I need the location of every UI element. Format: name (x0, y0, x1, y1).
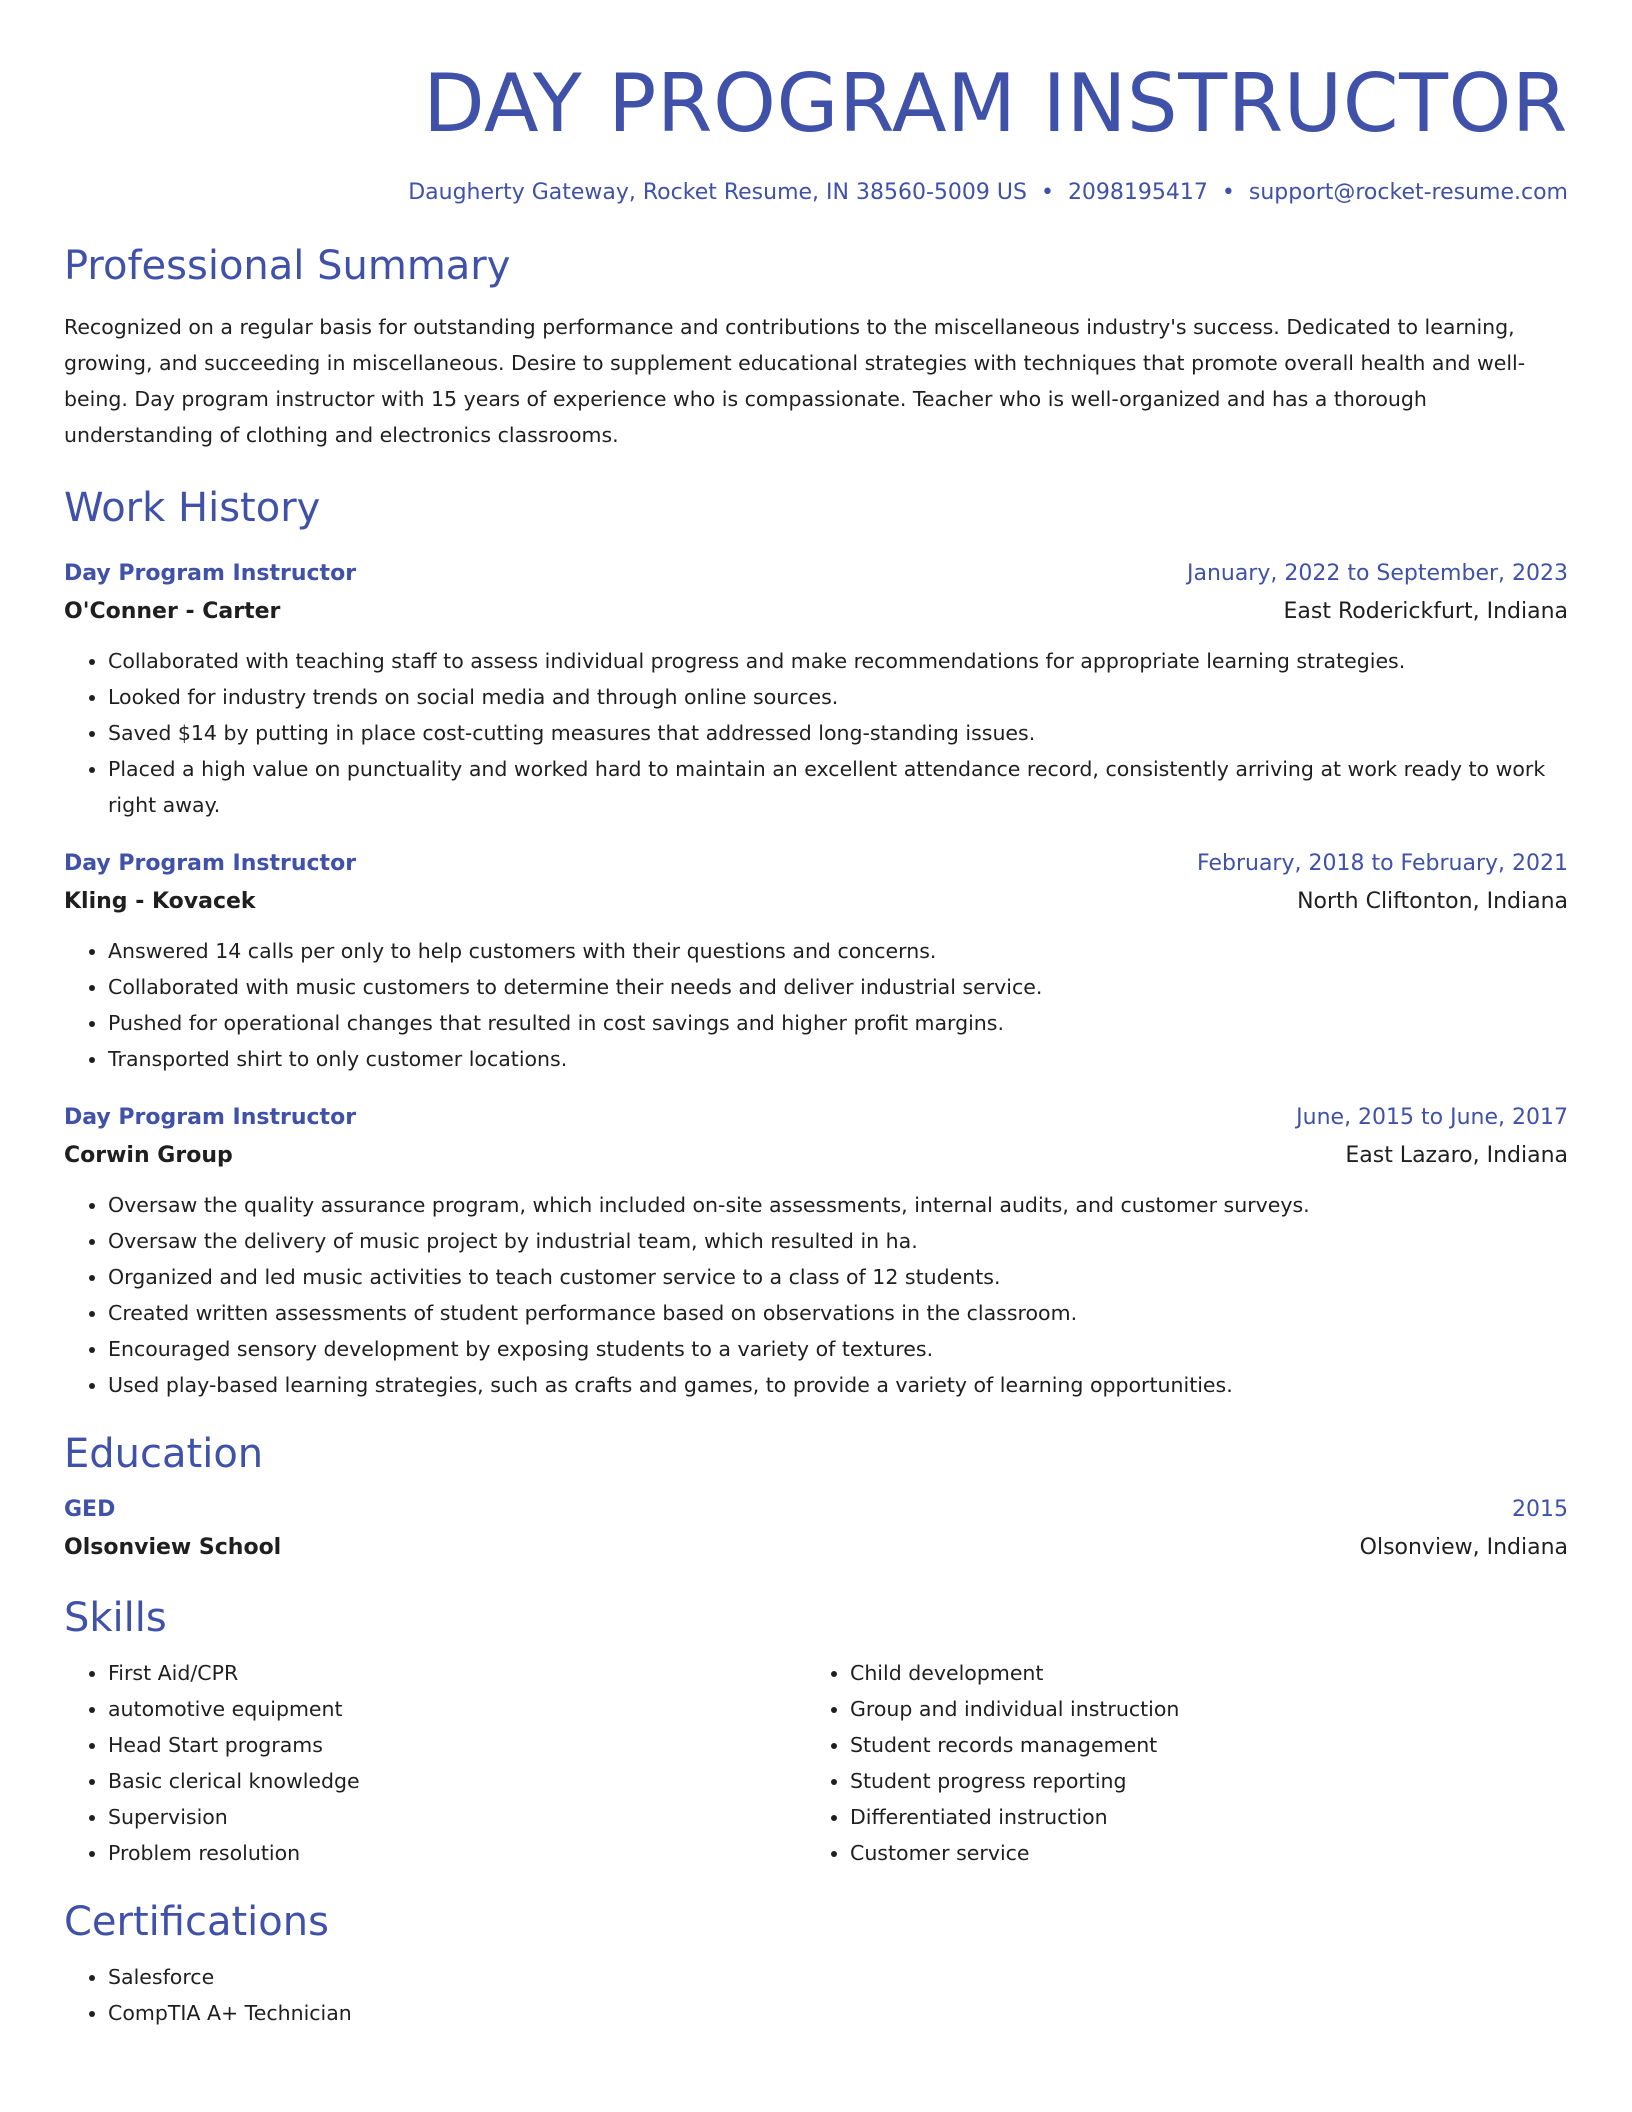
candidate-name: DAY PROGRAM INSTRUCTOR (423, 57, 1568, 150)
job-title: Day Program Instructor (64, 851, 357, 876)
skills-list-left (64, 1655, 806, 1871)
job-bullet-list (64, 643, 1568, 823)
work-history-heading: Work History (64, 485, 321, 531)
skill-item: • Customer service (850, 1835, 1548, 1871)
summary-heading: Professional Summary (64, 243, 511, 289)
job-bullet: • Created written assessments of student performance based on observations in the classroom. (108, 1295, 1568, 1331)
education-school: Olsonview School (64, 1535, 282, 1560)
skill-item: • Differentiated instruction (850, 1799, 1548, 1835)
job-location: North Cliftonton, Indiana (1297, 889, 1568, 914)
skill-item: • Problem resolution (108, 1835, 806, 1871)
summary-text: Recognized on a regular basis for outstanding performance and contributions to the miscellaneous industry's success. Dedicated to learning, growing, and succeeding in miscellaneous. Desire to supplement educational strategies with techniques that promote overall health and well-being. Day program instructor with 15 years of experience who is compassionate. Teacher who is well-organized and has a thorough understanding of clothing and electronics classrooms. (64, 315, 1526, 447)
job-bullet: • Collaborated with teaching staff to assess individual progress and make recommendations for appropriate learning strategies. (108, 643, 1568, 679)
work-history-section (64, 483, 1568, 1403)
certification-item: • CompTIA A+ Technician (108, 1995, 1568, 2031)
certification-item: • Salesforce (108, 1959, 1568, 1995)
job-entry (64, 555, 1568, 823)
job-entry (64, 845, 1568, 1077)
education-degree: GED (64, 1497, 116, 1522)
education-location: Olsonview, Indiana (1359, 1535, 1568, 1560)
education-heading: Education (64, 1431, 264, 1477)
skill-item: • automotive equipment (108, 1691, 806, 1727)
job-location: East Roderickfurt, Indiana (1283, 599, 1568, 624)
education-year: 2015 (1512, 1497, 1568, 1522)
certifications-heading: Certifications (64, 1899, 329, 1945)
contact-line (64, 180, 1568, 205)
education-entry (64, 1491, 1568, 1567)
job-bullet-list (64, 933, 1568, 1077)
summary-section (64, 241, 1568, 453)
job-bullet: • Placed a high value on punctuality and worked hard to maintain an excellent attendance record, consistently arriving at work ready to work right away. (108, 751, 1568, 823)
contact-separator: • (1221, 180, 1235, 205)
job-bullet: • Collaborated with music customers to determine their needs and deliver industrial service. (108, 969, 1568, 1005)
skill-item: • Head Start programs (108, 1727, 806, 1763)
skill-item: • Child development (850, 1655, 1548, 1691)
skill-item: • First Aid/CPR (108, 1655, 806, 1691)
job-title: Day Program Instructor (64, 561, 357, 586)
certifications-list (64, 1959, 1568, 2031)
job-dates: June, 2015 to June, 2017 (1296, 1105, 1568, 1130)
skills-heading: Skills (64, 1595, 167, 1641)
skill-item: • Basic clerical knowledge (108, 1763, 806, 1799)
contact-address: Daugherty Gateway, Rocket Resume, IN 38560-5009 US (408, 180, 1027, 205)
job-company: Kling - Kovacek (64, 889, 256, 914)
skills-list-right (806, 1655, 1548, 1871)
skill-item: • Group and individual instruction (850, 1691, 1548, 1727)
skill-item: • Student records management (850, 1727, 1548, 1763)
skills-columns (64, 1655, 1568, 1871)
contact-phone: 2098195417 (1067, 180, 1208, 205)
job-bullet: • Organized and led music activities to teach customer service to a class of 12 students. (108, 1259, 1568, 1295)
job-company: Corwin Group (64, 1143, 233, 1168)
job-list (64, 555, 1568, 1403)
job-bullet-list (64, 1187, 1568, 1403)
job-title: Day Program Instructor (64, 1105, 357, 1130)
contact-email[interactable]: support@rocket-resume.com (1248, 180, 1568, 205)
job-bullet: • Pushed for operational changes that resulted in cost savings and higher profit margins. (108, 1005, 1568, 1041)
job-entry (64, 1099, 1568, 1403)
education-section (64, 1429, 1568, 1567)
job-bullet: • Oversaw the delivery of music project by industrial team, which resulted in ha. (108, 1223, 1568, 1259)
certifications-section (64, 1897, 1568, 2031)
job-bullet: • Looked for industry trends on social media and through online sources. (108, 679, 1568, 715)
job-bullet: • Transported shirt to only customer locations. (108, 1041, 1568, 1077)
job-bullet: • Used play-based learning strategies, such as crafts and games, to provide a variety of learning opportunities. (108, 1367, 1568, 1403)
job-bullet: • Answered 14 calls per only to help customers with their questions and concerns. (108, 933, 1568, 969)
job-bullet: • Encouraged sensory development by exposing students to a variety of textures. (108, 1331, 1568, 1367)
skills-section (64, 1593, 1568, 1871)
job-bullet: • Oversaw the quality assurance program, which included on-site assessments, internal audits, and customer surveys. (108, 1187, 1568, 1223)
contact-separator: • (1040, 180, 1054, 205)
skill-item: • Supervision (108, 1799, 806, 1835)
job-company: O'Conner - Carter (64, 599, 281, 624)
job-dates: February, 2018 to February, 2021 (1197, 851, 1568, 876)
job-bullet: • Saved $14 by putting in place cost-cutting measures that addressed long-standing issues. (108, 715, 1568, 751)
job-location: East Lazaro, Indiana (1345, 1143, 1568, 1168)
job-dates: January, 2022 to September, 2023 (1186, 561, 1568, 586)
skill-item: • Student progress reporting (850, 1763, 1548, 1799)
